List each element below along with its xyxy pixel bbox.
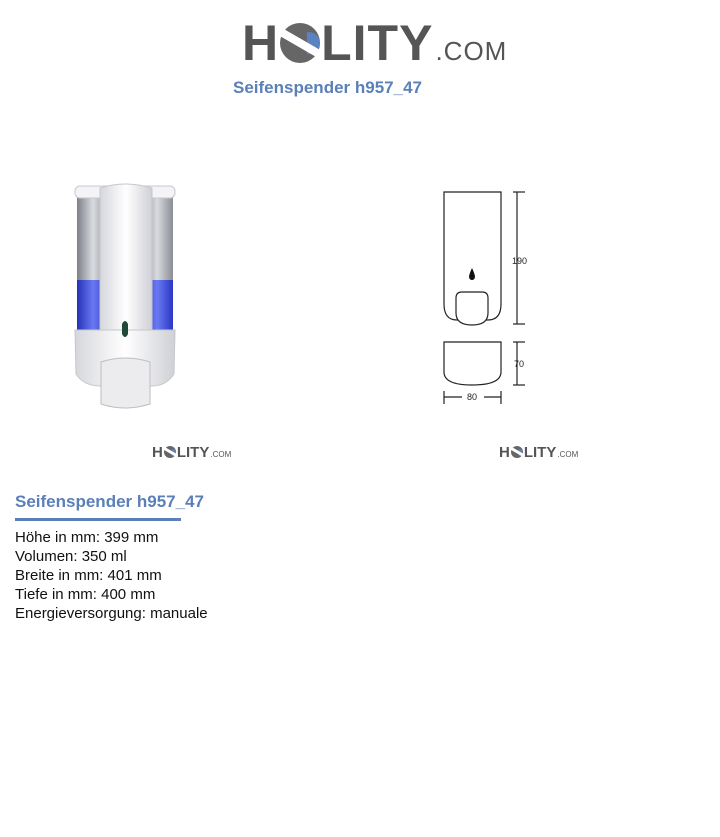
photo-logo-o-icon	[164, 446, 176, 458]
brand-logo-suffix: LITY	[321, 15, 434, 71]
product-photo	[70, 182, 182, 414]
page-title: Seifenspender h957_47	[233, 78, 422, 97]
technical-drawing	[432, 186, 540, 408]
spec-item-depth: Tiefe in mm: 400 mm	[15, 586, 156, 603]
dim-depth-label: 70	[514, 359, 525, 369]
brand-logo[interactable]	[242, 14, 507, 70]
photo-watermark-logo	[152, 444, 231, 462]
photo-logo-suffix: LITY	[176, 444, 210, 461]
title-underline	[15, 518, 181, 521]
photo-logo-domain: .COM	[210, 450, 232, 459]
drawing-watermark-logo	[499, 444, 578, 462]
dim-height-label: 190	[512, 256, 528, 266]
dim-width-label: 80	[467, 392, 478, 402]
brand-logo-o-icon	[280, 23, 320, 63]
product-title: Seifenspender h957_47	[15, 492, 204, 511]
spec-item-height: Höhe in mm: 399 mm	[15, 529, 159, 546]
drawing-logo-domain: .COM	[557, 450, 579, 459]
spec-item-volume: Volumen: 350 ml	[15, 548, 127, 565]
drawing-logo-prefix: H	[499, 444, 510, 461]
spec-list	[15, 528, 208, 623]
spec-item-width: Breite in mm: 401 mm	[15, 567, 162, 584]
spec-item-power: Energieversorgung: manuale	[15, 605, 208, 622]
brand-logo-domain: .COM	[435, 36, 508, 66]
photo-logo-prefix: H	[152, 444, 163, 461]
drawing-logo-o-icon	[511, 446, 523, 458]
drawing-logo-suffix: LITY	[523, 444, 557, 461]
brand-logo-prefix: H	[242, 15, 280, 71]
